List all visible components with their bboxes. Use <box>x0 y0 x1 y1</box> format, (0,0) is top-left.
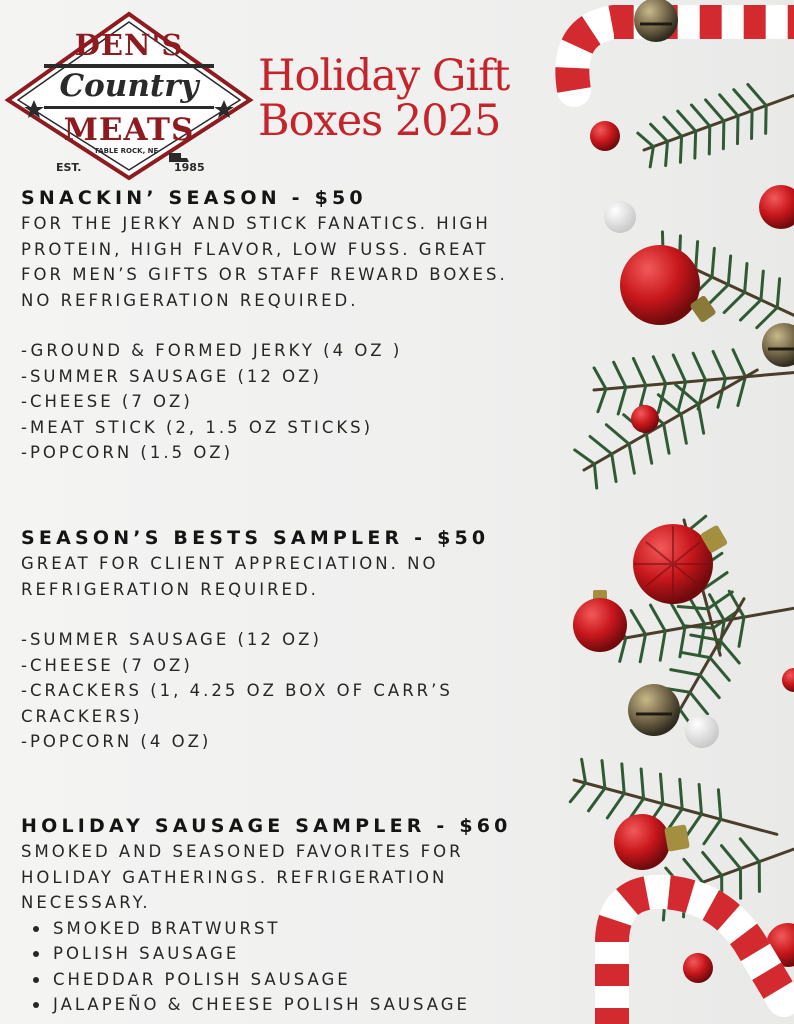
gift-box-heading: SEASON’S BESTS SAMPLER - $50 <box>21 527 490 549</box>
list-item: -POPCORN (1.5 OZ) <box>21 443 234 462</box>
jingle-bell-icon <box>634 0 678 42</box>
list-item: -CHEESE (7 OZ) <box>21 392 193 411</box>
brand-logo <box>4 10 254 182</box>
logo-country-text: Country <box>59 68 199 104</box>
page-title-line-2: Boxes 2025 <box>258 96 501 146</box>
gift-box-section <box>21 185 621 466</box>
gift-box-section <box>21 813 621 1018</box>
list-item: SMOKED BRATWURST <box>33 916 621 942</box>
list-item: -SUMMER SAUSAGE (12 OZ) <box>21 366 322 386</box>
list-item: -GROUND & FORMED JERKY (4 OZ ) <box>21 341 403 360</box>
list-item: -CHEESE (7 OZ) <box>21 655 193 675</box>
gift-box-items <box>21 627 621 755</box>
gift-box-description <box>21 211 621 313</box>
ornament-icon <box>631 405 659 433</box>
gift-box-heading: HOLIDAY SAUSAGE SAMPLER - $60 <box>21 815 512 837</box>
ornament-icon <box>683 953 713 983</box>
ornament-icon <box>590 121 620 151</box>
candy-cane-icon <box>572 22 794 90</box>
logo-dens-text: DEN'S <box>74 28 184 62</box>
list-item: CRACKERS) <box>21 706 143 726</box>
list-item: -SUMMER SAUSAGE (12 OZ) <box>21 630 322 649</box>
description-line: FOR THE JERKY AND STICK FANATICS. HIGH <box>21 214 491 233</box>
gift-box-items <box>21 338 621 466</box>
list-item: -MEAT STICK (2, 1.5 OZ STICKS) <box>21 417 374 437</box>
gift-box-description <box>21 551 621 602</box>
logo-year: 1985 <box>174 161 205 174</box>
logo-est-label: EST. <box>56 161 82 174</box>
gift-box-description <box>21 839 621 916</box>
description-line: REFRIGERATION REQUIRED. <box>21 579 319 599</box>
logo-meats-text: MEATS <box>63 112 195 148</box>
ornament-icon <box>614 814 690 870</box>
list-item: CHEDDAR POLISH SAUSAGE <box>33 967 621 993</box>
ornament-icon <box>759 185 794 229</box>
page-title <box>258 51 578 146</box>
description-line: SMOKED AND SEASONED FAVORITES FOR <box>21 842 464 861</box>
list-item: JALAPEÑO & CHEESE POLISH SAUSAGE <box>33 992 621 1018</box>
ornament-icon <box>685 714 719 748</box>
jingle-bell-icon <box>628 684 680 736</box>
list-item: -CRACKERS (1, 4.25 OZ BOX OF CARR’S <box>21 681 453 700</box>
description-line: NECESSARY. <box>21 893 151 912</box>
ornament-icon <box>633 524 728 604</box>
page-title-line-1: Holiday Gift <box>258 51 510 101</box>
description-line: FOR MEN’S GIFTS OR STAFF REWARD BOXES. <box>21 265 508 284</box>
gift-box-heading: SNACKIN’ SEASON - $50 <box>21 187 367 209</box>
description-line: NO REFRIGERATION REQUIRED. <box>21 290 359 310</box>
list-item: -POPCORN (4 OZ) <box>21 732 212 751</box>
description-line: GREAT FOR CLIENT APPRECIATION. NO <box>21 554 439 573</box>
gift-box-bullet-list <box>21 916 621 1018</box>
logo-location: TABLE ROCK, NE <box>94 147 159 155</box>
description-line: PROTEIN, HIGH FLAVOR, LOW FUSS. GREAT <box>21 239 489 259</box>
ornament-icon <box>782 668 794 692</box>
list-item: POLISH SAUSAGE <box>33 941 621 967</box>
jingle-bell-icon <box>762 323 794 367</box>
gift-box-section <box>21 525 621 755</box>
description-line: HOLIDAY GATHERINGS. REFRIGERATION <box>21 867 448 887</box>
